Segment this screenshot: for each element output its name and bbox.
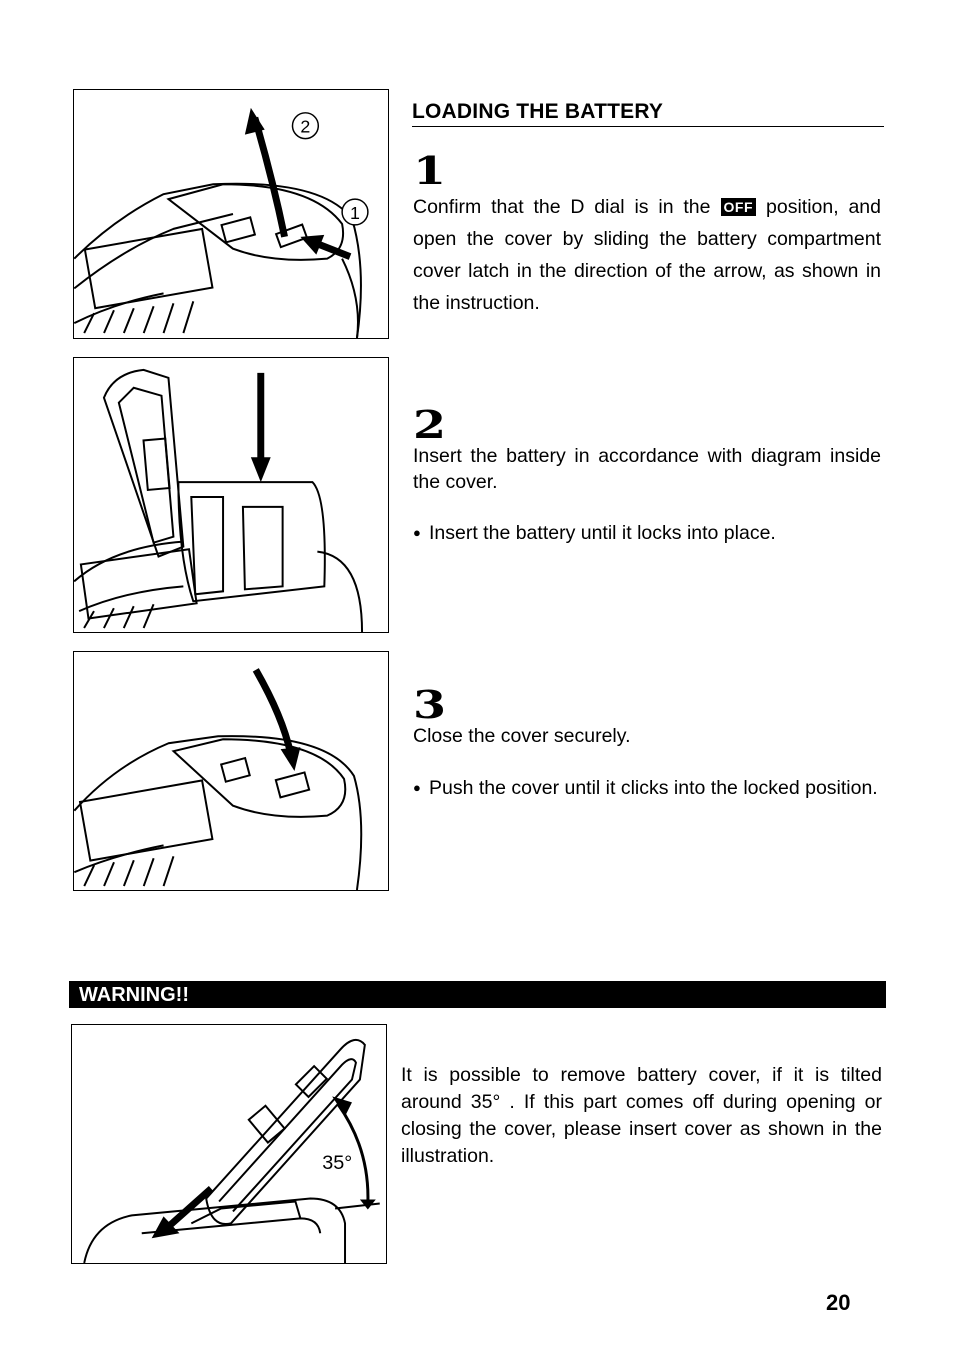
step-3-bullet-text: Push the cover until it clicks into the locked position. [429, 777, 878, 799]
insert-battery-illustration [74, 358, 388, 632]
figure-open-cover [73, 89, 389, 339]
remove-cover-illustration [72, 1025, 386, 1263]
off-position-icon: OFF [721, 198, 757, 216]
bullet-dot: ● [413, 525, 421, 540]
figure-insert-battery [73, 357, 389, 633]
callout-1: 1 [350, 202, 360, 223]
figure-close-cover [73, 651, 389, 891]
bullet-dot: ● [413, 780, 421, 795]
callout-2: 2 [300, 116, 311, 137]
section-title: LOADING THE BATTERY [412, 100, 884, 127]
step-2-bullet [413, 520, 881, 546]
step-1-number: 1 [413, 148, 448, 193]
open-cover-illustration [74, 90, 388, 338]
warning-text: It is possible to remove battery cover, if it is tilted around 35° . If this part comes off during opening or closing the cover, please insert cover as shown in the illustration. [401, 1064, 882, 1167]
page-number: 20 [826, 1290, 851, 1315]
step-2-text: Insert the battery in accordance with diagram inside the cover. [413, 445, 881, 493]
step-1-text-a: Confirm that the D dial is in the [413, 196, 711, 218]
step-3-text: Close the cover securely. [413, 725, 631, 747]
step-3-bullet [413, 775, 881, 801]
step-2-bullet-text: Insert the battery until it locks into place. [429, 522, 776, 544]
angle-label: 35° [322, 1151, 353, 1174]
step-2-number: 2 [413, 402, 448, 447]
step-1-text-b: position, and open the cover by sliding the battery compartment cover latch in the direction of the arrow, as shown in the instruction. [413, 196, 881, 314]
step-3-number: 3 [413, 682, 448, 727]
step-1-text [413, 191, 881, 319]
warning-title: WARNING!! [69, 981, 886, 1008]
close-cover-illustration [74, 652, 388, 890]
figure-remove-cover [71, 1024, 387, 1264]
